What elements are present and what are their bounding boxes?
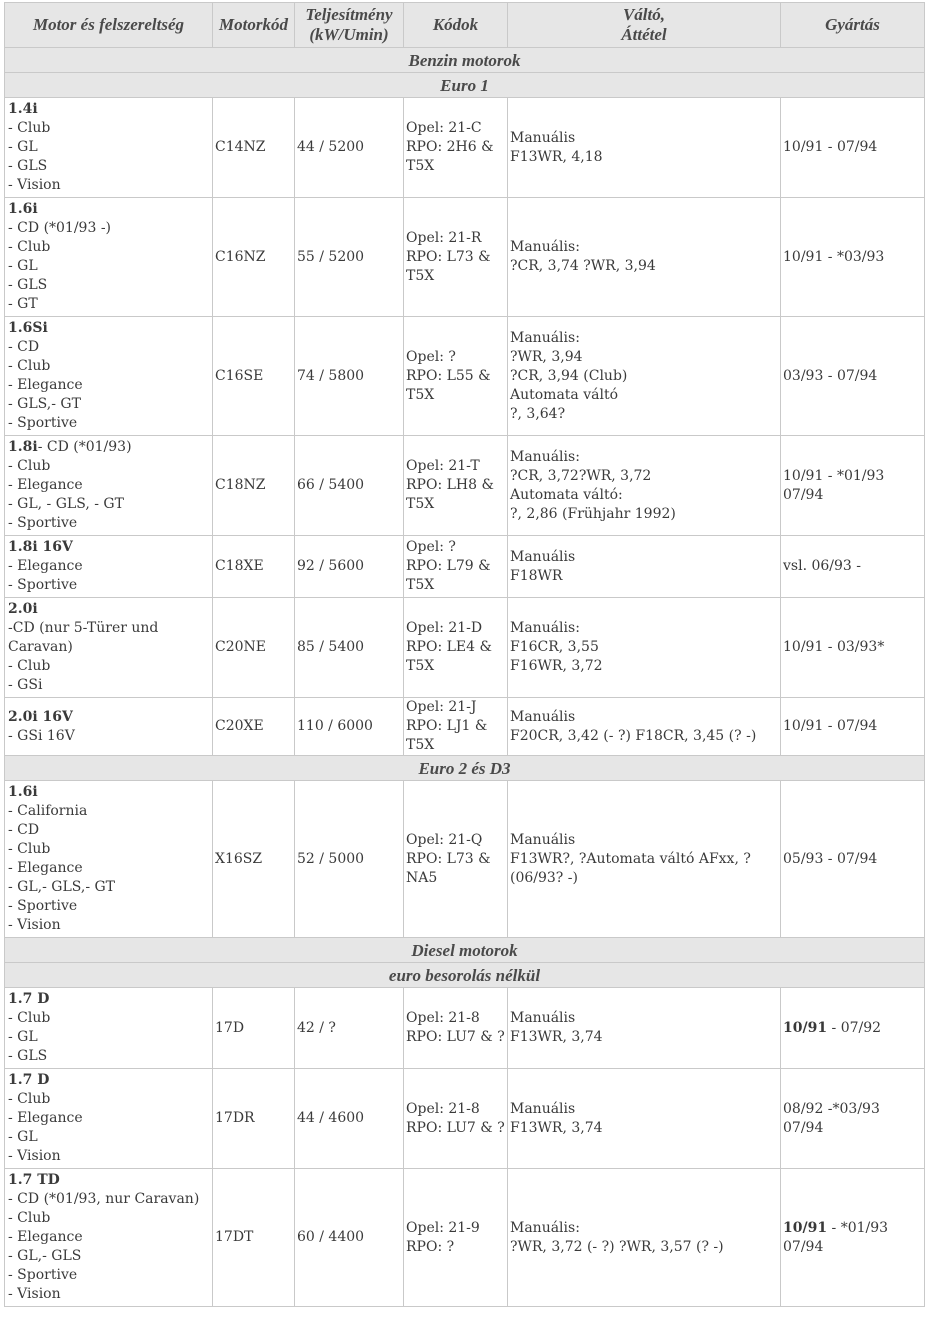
- gearbox-line: ?WR, 3,72 (- ?) ?WR, 3,57 (? -): [510, 1238, 724, 1255]
- gearbox-line: Manuális:: [510, 239, 580, 255]
- col-header-motorcode: Motorkód: [213, 3, 295, 48]
- motor-name-line: [8, 600, 210, 619]
- motor-name-line: [8, 1171, 210, 1190]
- motor-name: 1.6Si: [8, 320, 48, 336]
- code-line: T5X: [406, 737, 435, 753]
- motor-variant: - CD: [8, 822, 40, 838]
- production-cell: [781, 1069, 925, 1169]
- gearbox-line: F20CR, 3,42 (- ?) F18CR, 3,45 (? -): [510, 727, 757, 744]
- codes-cell: [404, 698, 508, 756]
- code-line: T5X: [406, 386, 435, 403]
- table-row: [5, 1069, 925, 1169]
- gearbox-cell: [508, 781, 781, 938]
- engine-code-cell: X16SZ: [213, 781, 295, 938]
- production-cell: [781, 198, 925, 317]
- production-line: 05/93 - 07/94: [783, 850, 878, 867]
- section-title-row: [5, 48, 925, 73]
- power-cell: 52 / 5000: [295, 781, 404, 938]
- gearbox-line: F16CR, 3,55: [510, 639, 599, 655]
- motor-cell: [5, 988, 213, 1069]
- gearbox-cell: [508, 698, 781, 756]
- gearbox-line: ?, 2,86 (Frühjahr 1992): [510, 505, 676, 522]
- gearbox-line: F18WR: [510, 567, 563, 584]
- codes-cell: [404, 436, 508, 536]
- motor-cell: [5, 317, 213, 436]
- motor-variant: - Elegance: [8, 477, 83, 493]
- production-cell: [781, 317, 925, 436]
- motor-variant: - Club: [8, 458, 51, 474]
- motor-name-line: [8, 783, 210, 802]
- production-line: 10/91 - 07/94: [783, 718, 878, 734]
- codes-cell: [404, 317, 508, 436]
- power-cell: 44 / 5200: [295, 98, 404, 198]
- production-line: 03/93 - 07/94: [783, 367, 878, 384]
- motor-variant: - GT: [8, 296, 38, 312]
- codes-cell: [404, 1069, 508, 1169]
- motor-variant: - Elegance: [8, 377, 83, 393]
- gearbox-cell: [508, 198, 781, 317]
- gearbox-line: F13WR?, ?Automata váltó AFxx, ?: [510, 850, 751, 867]
- motor-cell: [5, 1069, 213, 1169]
- production-cell: [781, 1169, 925, 1307]
- table-row: [5, 436, 925, 536]
- power-cell: 55 / 5200: [295, 198, 404, 317]
- engine-code-cell: 17D: [213, 988, 295, 1069]
- code-line: RPO: LE4 &: [406, 639, 492, 655]
- codes-cell: [404, 781, 508, 938]
- motor-name-line: [8, 200, 210, 219]
- motor-variant: Caravan): [8, 639, 73, 655]
- header-row: [5, 3, 925, 48]
- code-line: Opel: 21-9: [406, 1219, 480, 1236]
- production-line: vsl. 06/93 -: [783, 558, 861, 574]
- gearbox-line: Automata váltó: [510, 386, 619, 403]
- codes-cell: [404, 1169, 508, 1307]
- motor-variant: - CD: [8, 339, 40, 355]
- motor-name: 1.8i: [8, 439, 38, 455]
- motor-variant: - Vision: [8, 1286, 61, 1302]
- code-line: Opel: 21-8: [406, 1100, 480, 1117]
- motor-variant: - Club: [8, 841, 51, 857]
- col-header-motor: Motor és felszereltség: [5, 3, 213, 48]
- motor-variant: - Sportive: [8, 577, 78, 593]
- gearbox-line: F13WR, 3,74: [510, 1119, 603, 1136]
- motor-variant: - Sportive: [8, 415, 78, 431]
- col-header-gearbox: Váltó, Áttétel: [508, 3, 781, 48]
- gearbox-cell: [508, 1169, 781, 1307]
- section-subtitle: Euro 2 és D3: [5, 756, 925, 781]
- motor-name: 1.7 D: [8, 991, 50, 1007]
- motor-variant: - GLS,- GT: [8, 396, 81, 412]
- motor-variant: - GL: [8, 1029, 38, 1045]
- motor-name: 2.0i 16V: [8, 708, 73, 725]
- section-subtitle: Euro 1: [5, 73, 925, 98]
- code-line: NA5: [406, 869, 438, 886]
- code-line: Opel: 21-C: [406, 120, 482, 136]
- production-cell: [781, 698, 925, 756]
- production-start: 10/91: [783, 1219, 828, 1236]
- codes-cell: [404, 198, 508, 317]
- motor-cell: [5, 698, 213, 756]
- motor-variant: - Club: [8, 239, 51, 255]
- engine-code-cell: C14NZ: [213, 98, 295, 198]
- codes-cell: [404, 988, 508, 1069]
- table-row: [5, 198, 925, 317]
- production-line: 10/91 - *01/93: [783, 1219, 889, 1236]
- production-cell: [781, 536, 925, 598]
- gearbox-line: F13WR, 4,18: [510, 148, 603, 165]
- gearbox-cell: [508, 317, 781, 436]
- gearbox-line: Automata váltó:: [510, 486, 623, 503]
- engine-table: [4, 2, 925, 1307]
- power-cell: 74 / 5800: [295, 317, 404, 436]
- motor-variant: - Sportive: [8, 515, 78, 531]
- gearbox-cell: [508, 1069, 781, 1169]
- production-line: 10/91 - 07/94: [783, 139, 878, 155]
- table-row: [5, 1169, 925, 1307]
- motor-variant: - GL,- GLS: [8, 1248, 82, 1264]
- motor-variant: - Club: [8, 120, 51, 136]
- motor-variant: - CD (*01/93 -): [8, 220, 112, 236]
- engine-code-cell: C18NZ: [213, 436, 295, 536]
- gearbox-line: Manuális: [510, 548, 576, 565]
- gearbox-line: F16WR, 3,72: [510, 658, 603, 674]
- motor-variant: -CD (nur 5-Türer und: [8, 620, 159, 636]
- gearbox-line: (06/93? -): [510, 869, 578, 886]
- codes-cell: [404, 598, 508, 698]
- motor-name-line: [8, 990, 210, 1009]
- motor-variant: - Elegance: [8, 860, 83, 876]
- table-row: [5, 317, 925, 436]
- engine-code-cell: C16NZ: [213, 198, 295, 317]
- motor-variant: - Elegance: [8, 558, 83, 574]
- table-row: [5, 598, 925, 698]
- code-line: RPO: LH8 &: [406, 477, 494, 493]
- motor-name: 1.6i: [8, 784, 38, 800]
- motor-variant: - Elegance: [8, 1110, 83, 1126]
- code-line: RPO: L73 &: [406, 248, 491, 265]
- gearbox-line: Manuális: [510, 831, 576, 848]
- motor-name: 1.8i 16V: [8, 539, 73, 555]
- code-line: Opel: ?: [406, 539, 456, 555]
- table-row: [5, 781, 925, 938]
- motor-cell: [5, 781, 213, 938]
- power-cell: 66 / 5400: [295, 436, 404, 536]
- power-cell: 110 / 6000: [295, 698, 404, 756]
- engine-code-cell: C16SE: [213, 317, 295, 436]
- motor-variant: - GL: [8, 139, 38, 155]
- section-subtitle-row: [5, 73, 925, 98]
- engine-code-cell: C18XE: [213, 536, 295, 598]
- production-cell: [781, 988, 925, 1069]
- motor-cell: [5, 1169, 213, 1307]
- gearbox-line: Manuális:: [510, 329, 580, 346]
- production-line: 08/92 -*03/93: [783, 1100, 880, 1117]
- code-line: Opel: 21-R: [406, 229, 482, 246]
- codes-cell: [404, 98, 508, 198]
- motor-variant: - GSi: [8, 677, 43, 693]
- engine-code-cell: 17DR: [213, 1069, 295, 1169]
- motor-cell: [5, 198, 213, 317]
- code-line: RPO: LJ1 &: [406, 718, 488, 734]
- motor-name-line: [8, 1071, 210, 1090]
- motor-variant: - GL: [8, 1129, 38, 1145]
- power-cell: 92 / 5600: [295, 536, 404, 598]
- section-subtitle: euro besorolás nélkül: [5, 963, 925, 988]
- code-line: Opel: 21-T: [406, 458, 480, 474]
- gearbox-line: Manuális: [510, 708, 576, 725]
- motor-variant: - GLS: [8, 158, 48, 174]
- gearbox-line: ?CR, 3,94 (Club): [510, 367, 628, 384]
- section-subtitle-row: [5, 963, 925, 988]
- motor-variant: - GLS: [8, 277, 48, 293]
- engine-code-cell: C20XE: [213, 698, 295, 756]
- motor-variant: - California: [8, 803, 88, 819]
- motor-variant: - Club: [8, 1010, 51, 1026]
- production-line: 10/91 - *01/93: [783, 467, 885, 484]
- motor-name-line: [8, 538, 210, 557]
- engine-code-cell: 17DT: [213, 1169, 295, 1307]
- motor-variant: - CD (*01/93, nur Caravan): [8, 1191, 200, 1207]
- production-line: 07/94: [783, 1238, 824, 1255]
- motor-cell: [5, 436, 213, 536]
- table-row: [5, 98, 925, 198]
- motor-variant: - GL,- GLS,- GT: [8, 879, 116, 895]
- power-cell: 85 / 5400: [295, 598, 404, 698]
- production-line: 10/91 - *03/93: [783, 248, 885, 265]
- motor-cell: [5, 98, 213, 198]
- code-line: T5X: [406, 658, 435, 674]
- power-cell: 42 / ?: [295, 988, 404, 1069]
- gearbox-line: ?, 3,64?: [510, 405, 566, 422]
- section-title-row: [5, 938, 925, 963]
- table-row: [5, 698, 925, 756]
- code-line: RPO: LU7 & ?: [406, 1119, 505, 1136]
- motor-variant: - Sportive: [8, 898, 78, 914]
- col-header-codes: Kódok: [404, 3, 508, 48]
- motor-name: 1.7 D: [8, 1072, 50, 1088]
- gearbox-cell: [508, 536, 781, 598]
- motor-variant: - Club: [8, 1091, 51, 1107]
- motor-name-line: [8, 438, 210, 457]
- production-cell: [781, 781, 925, 938]
- gearbox-line: Manuális: [510, 129, 576, 146]
- production-line: 07/94: [783, 1119, 824, 1136]
- motor-variant: - Sportive: [8, 1267, 78, 1283]
- production-line: 07/94: [783, 486, 824, 503]
- power-cell: 60 / 4400: [295, 1169, 404, 1307]
- motor-variant: - Club: [8, 358, 51, 374]
- gearbox-line: F13WR, 3,74: [510, 1029, 603, 1045]
- production-cell: [781, 436, 925, 536]
- code-line: Opel: ?: [406, 348, 456, 365]
- code-line: Opel: 21-D: [406, 620, 483, 636]
- code-line: Opel: 21-Q: [406, 831, 483, 848]
- production-cell: [781, 598, 925, 698]
- motor-variant: - Vision: [8, 177, 61, 193]
- code-line: Opel: 21-J: [406, 699, 477, 715]
- production-cell: [781, 98, 925, 198]
- motor-variant: - Club: [8, 658, 51, 674]
- motor-variant: - CD (*01/93): [37, 439, 132, 455]
- section-title: Diesel motorok: [5, 938, 925, 963]
- gearbox-line: ?WR, 3,94: [510, 348, 583, 365]
- code-line: T5X: [406, 158, 435, 174]
- gearbox-line: Manuális:: [510, 620, 580, 636]
- gearbox-line: ?CR, 3,74 ?WR, 3,94: [510, 258, 656, 274]
- gearbox-line: Manuális: [510, 1100, 576, 1117]
- col-header-power: Teljesítmény (kW/Umin): [295, 3, 404, 48]
- code-line: RPO: ?: [406, 1238, 455, 1255]
- motor-name: 1.4i: [8, 101, 38, 117]
- motor-variant: - GSi 16V: [8, 727, 75, 744]
- table-row: [5, 988, 925, 1069]
- motor-name-line: [8, 708, 210, 727]
- code-line: T5X: [406, 577, 435, 593]
- code-line: T5X: [406, 267, 435, 284]
- gearbox-line: Manuális: [510, 1010, 576, 1026]
- motor-variant: - Vision: [8, 917, 61, 933]
- code-line: RPO: LU7 & ?: [406, 1029, 505, 1045]
- col-header-production: Gyártás: [781, 3, 925, 48]
- code-line: RPO: L73 &: [406, 850, 491, 867]
- gearbox-cell: [508, 988, 781, 1069]
- production-line: 10/91 - 07/92: [783, 1019, 882, 1036]
- production-start: 10/91: [783, 1019, 828, 1036]
- motor-name: 1.6i: [8, 201, 38, 217]
- codes-cell: [404, 536, 508, 598]
- code-line: Opel: 21-8: [406, 1010, 480, 1026]
- code-line: RPO: L79 &: [406, 558, 491, 574]
- gearbox-cell: [508, 598, 781, 698]
- motor-name-line: [8, 319, 210, 338]
- motor-variant: - GL: [8, 258, 38, 274]
- code-line: T5X: [406, 496, 435, 512]
- motor-cell: [5, 598, 213, 698]
- motor-name: 2.0i: [8, 601, 38, 617]
- motor-name-line: [8, 100, 210, 119]
- gearbox-cell: [508, 436, 781, 536]
- production-line: 10/91 - 03/93*: [783, 639, 885, 655]
- gearbox-line: ?CR, 3,72?WR, 3,72: [510, 467, 652, 484]
- section-subtitle-row: [5, 756, 925, 781]
- motor-name: 1.7 TD: [8, 1172, 60, 1188]
- code-line: RPO: L55 &: [406, 367, 491, 384]
- motor-variant: - GLS: [8, 1048, 48, 1064]
- section-title: Benzin motorok: [5, 48, 925, 73]
- motor-variant: - GL, - GLS, - GT: [8, 496, 124, 512]
- code-line: RPO: 2H6 &: [406, 139, 494, 155]
- table-row: [5, 536, 925, 598]
- motor-cell: [5, 536, 213, 598]
- gearbox-cell: [508, 98, 781, 198]
- power-cell: 44 / 4600: [295, 1069, 404, 1169]
- motor-variant: - Vision: [8, 1148, 61, 1164]
- motor-variant: - Club: [8, 1210, 51, 1226]
- gearbox-line: Manuális:: [510, 1219, 580, 1236]
- motor-variant: - Elegance: [8, 1229, 83, 1245]
- engine-code-cell: C20NE: [213, 598, 295, 698]
- gearbox-line: Manuális:: [510, 448, 580, 465]
